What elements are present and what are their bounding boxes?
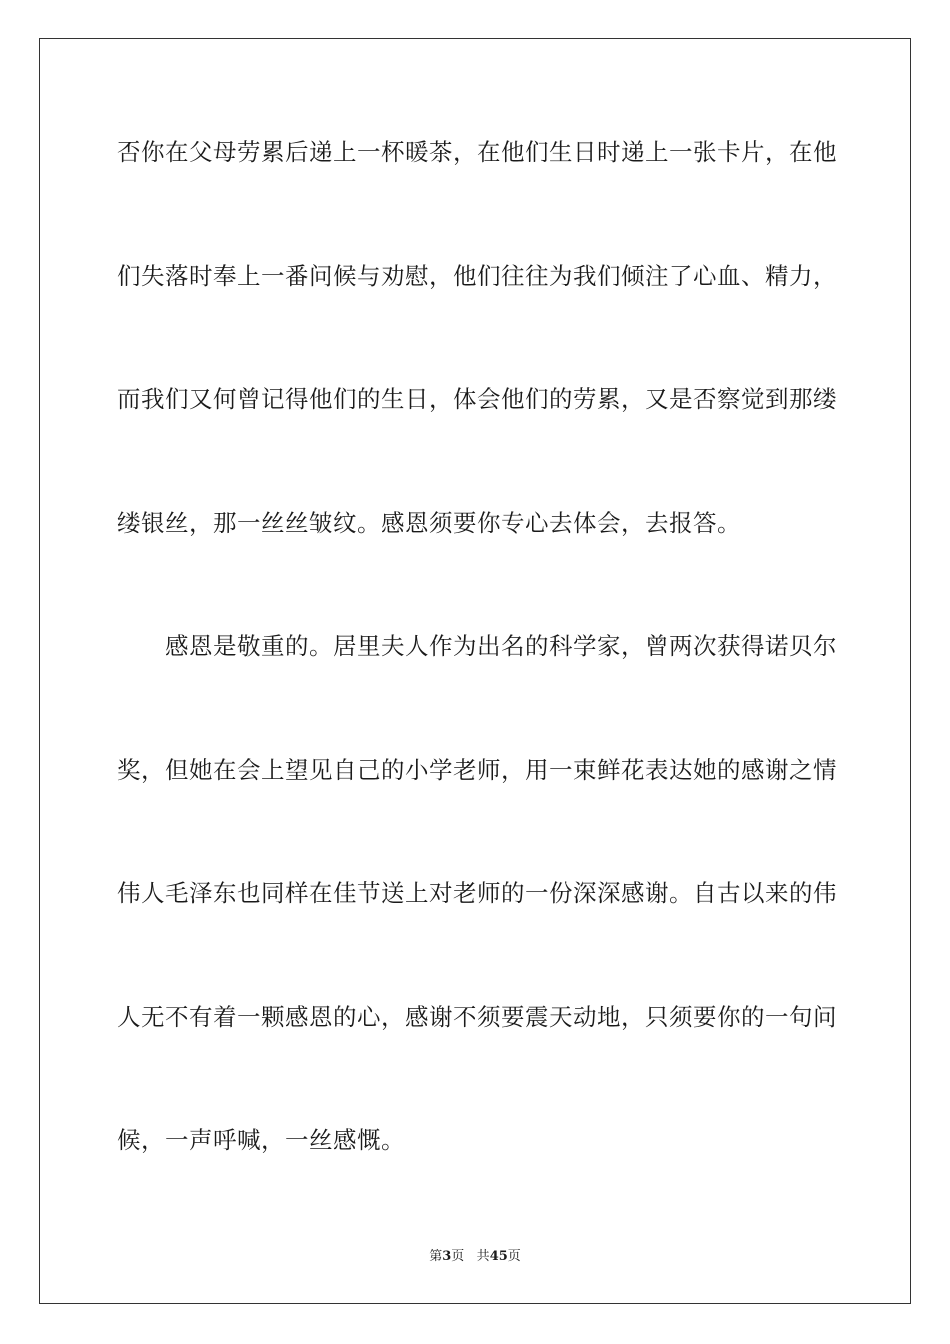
page-number: 3: [442, 1249, 452, 1264]
page-border: [39, 38, 911, 1304]
body-line-6: 奖，但她在会上望见自己的小学老师，用一束鲜花表达她的感谢之情: [117, 756, 837, 784]
body-line-5-paragraph-start: 感恩是敬重的。居里夫人作为出名的科学家，曾两次获得诺贝尔: [165, 632, 837, 660]
total-prefix: 共: [476, 1249, 490, 1264]
body-line-7: 伟人毛泽东也同样在佳节送上对老师的一份深深感谢。自古以来的伟: [117, 879, 837, 907]
page-footer: [0, 1248, 950, 1266]
body-line-9: 候，一声呼喊，一丝感慨。: [117, 1126, 405, 1154]
body-line-8: 人无不有着一颗感恩的心，感谢不须要震天动地，只须要你的一句问: [117, 1003, 837, 1031]
body-line-3: 而我们又何曾记得他们的生日，体会他们的劳累，又是否察觉到那缕: [117, 385, 837, 413]
total-suffix: 页: [507, 1249, 521, 1264]
page-prefix: 第: [429, 1249, 443, 1264]
total-pages: 45: [489, 1249, 508, 1264]
page-suffix: 页: [451, 1249, 465, 1264]
body-line-4: 缕银丝，那一丝丝皱纹。感恩须要你专心去体会，去报答。: [117, 509, 741, 537]
body-line-2: 们失落时奉上一番问候与劝慰，他们往往为我们倾注了心血、精力，: [117, 262, 837, 290]
body-line-1: 否你在父母劳累后递上一杯暖茶，在他们生日时递上一张卡片，在他: [117, 138, 837, 166]
